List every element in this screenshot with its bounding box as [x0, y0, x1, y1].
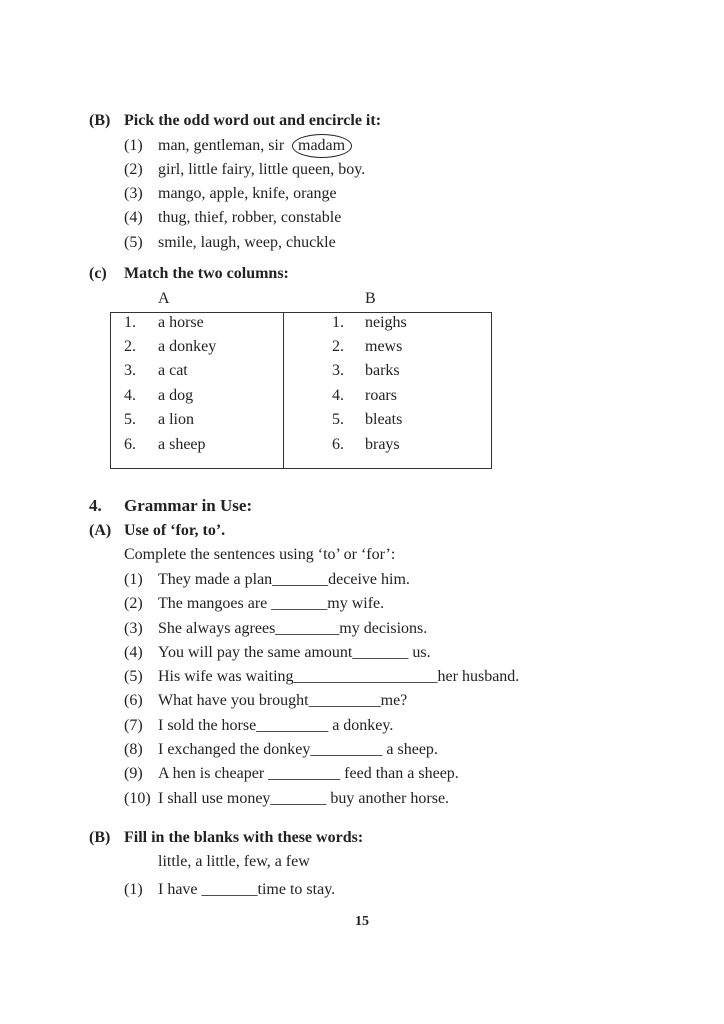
col-a-number: 6. — [124, 436, 136, 453]
part-b-label: (B) — [89, 829, 111, 846]
part-b-title: Fill in the blanks with these words: — [124, 829, 364, 846]
sentence-number: (2) — [124, 595, 143, 612]
column-b-header: B — [365, 290, 376, 307]
col-a-text: a dog — [158, 387, 194, 404]
page-number: 15 — [355, 914, 369, 929]
part-a-label: (A) — [89, 522, 112, 539]
col-a-number: 1. — [124, 314, 136, 331]
sentence-number: (1) — [124, 571, 143, 588]
col-b-number: 1. — [332, 314, 344, 331]
col-a-text: a donkey — [158, 338, 217, 355]
sentence-number: (5) — [124, 668, 143, 685]
col-b-text: roars — [365, 387, 397, 404]
section-b-title: Pick the odd word out and encircle it: — [124, 112, 382, 129]
odd-item-text: man, gentleman, sir — [158, 137, 285, 154]
odd-item-text: girl, little fairy, little queen, boy. — [158, 161, 366, 178]
sentence-text: What have you brought_________me? — [158, 692, 408, 709]
word-bank: little, a little, few, a few — [158, 853, 310, 870]
col-a-number: 5. — [124, 411, 136, 428]
odd-item-number: (5) — [124, 234, 143, 251]
col-b-number: 4. — [332, 387, 344, 404]
sentence-number: (9) — [124, 765, 143, 782]
section-b-label: (B) — [89, 112, 111, 129]
col-a-text: a horse — [158, 314, 204, 331]
sentence-text: I exchanged the donkey_________ a sheep. — [158, 741, 438, 758]
sentence-text: I shall use money_______ buy another horse. — [158, 790, 450, 807]
col-a-number: 2. — [124, 338, 136, 355]
circled-word: madam — [298, 137, 346, 154]
col-b-text: neighs — [365, 314, 407, 331]
col-b-text: bleats — [365, 411, 403, 428]
odd-item-number: (4) — [124, 209, 143, 226]
col-b-text: mews — [365, 338, 403, 355]
col-b-number: 6. — [332, 436, 344, 453]
blank-item-text: I have _______time to stay. — [158, 881, 336, 898]
section-c-label: (c) — [89, 265, 107, 282]
col-b-text: barks — [365, 362, 400, 379]
part-a-title: Use of ‘for, to’. — [124, 522, 226, 539]
col-a-text: a cat — [158, 362, 188, 379]
col-a-text: a sheep — [158, 436, 206, 453]
col-b-number: 5. — [332, 411, 344, 428]
sentence-text: A hen is cheaper _________ feed than a sheep. — [158, 765, 459, 782]
sentence-text: She always agrees________my decisions. — [158, 620, 428, 637]
sentence-text: The mangoes are _______my wife. — [158, 595, 385, 612]
col-a-number: 4. — [124, 387, 136, 404]
col-a-text: a lion — [158, 411, 194, 428]
blank-item-number: (1) — [124, 881, 143, 898]
odd-item-number: (1) — [124, 137, 143, 154]
sentence-text: You will pay the same amount_______ us. — [158, 644, 431, 661]
section-c-title: Match the two columns: — [124, 265, 289, 282]
odd-item-text: thug, thief, robber, constable — [158, 209, 342, 226]
odd-item-number: (2) — [124, 161, 143, 178]
odd-item-text: mango, apple, knife, orange — [158, 185, 337, 202]
sentence-number: (4) — [124, 644, 143, 661]
col-b-number: 3. — [332, 362, 344, 379]
col-b-text: brays — [365, 436, 400, 453]
sentence-text: I sold the horse_________ a donkey. — [158, 717, 394, 734]
col-a-number: 3. — [124, 362, 136, 379]
sentence-text: His wife was waiting__________________her husband. — [158, 668, 520, 685]
column-a-header: A — [158, 290, 170, 307]
grammar-title: Grammar in Use: — [124, 496, 253, 515]
col-b-number: 2. — [332, 338, 344, 355]
sentence-number: (7) — [124, 717, 143, 734]
part-a-instruction: Complete the sentences using ‘to’ or ‘for’: — [124, 546, 396, 563]
sentence-number: (8) — [124, 741, 143, 758]
sentence-number: (3) — [124, 620, 143, 637]
sentence-number: (10) — [124, 790, 151, 807]
table-divider — [283, 312, 284, 469]
grammar-number: 4. — [89, 496, 102, 515]
odd-item-number: (3) — [124, 185, 143, 202]
encircle-mark — [292, 134, 352, 158]
sentence-number: (6) — [124, 692, 143, 709]
odd-item-text: smile, laugh, weep, chuckle — [158, 234, 336, 251]
sentence-text: They made a plan_______deceive him. — [158, 571, 410, 588]
